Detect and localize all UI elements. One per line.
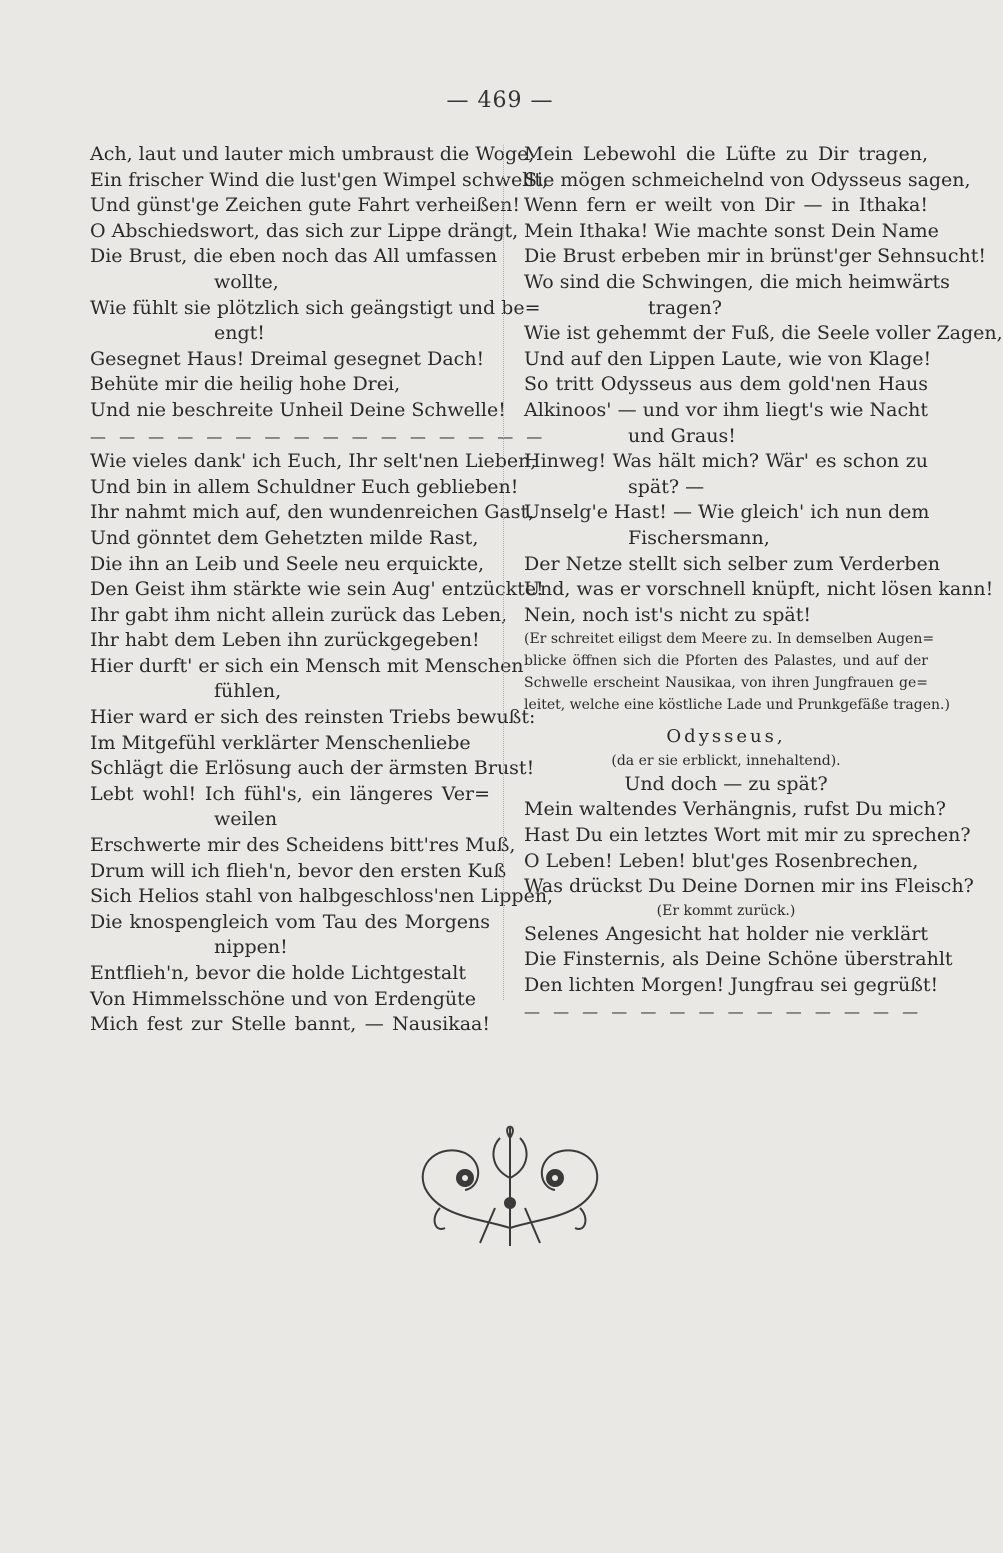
verse-line: Und auf den Lippen Laute, wie von Klage! — [524, 347, 932, 370]
verse-line: Den Geist ihm stärkte wie sein Aug' entzückte! — [90, 578, 544, 601]
verse-line: Hier ward er sich des reinsten Triebs bewußt: — [90, 706, 536, 729]
verse-line: nippen! — [214, 936, 288, 959]
verse-line: Gesegnet Haus! Dreimal gesegnet Dach! — [90, 347, 485, 370]
verse-line: spät? — — [628, 475, 705, 498]
verse-line: und Graus! — [628, 424, 736, 447]
verse-line: weilen — [214, 808, 278, 831]
verse-line: Und günst'ge Zeichen gute Fahrt verheißen! — [90, 194, 521, 217]
verse-line: Alkinoos' — und vor ihm liegt's wie Nacht — [524, 398, 928, 421]
stage-direction: Schwelle erscheint Nausikaa, von ihren Jungfrauen ge= — [524, 675, 928, 692]
floral-vignette-icon — [410, 1108, 610, 1248]
verse-line: Was drückst Du Deine Dornen mir ins Fleisch? — [524, 875, 974, 898]
verse-line: Die Brust erbeben mir in brünst'ger Sehnsucht! — [524, 245, 987, 268]
verse-line: Sie mögen schmeichelnd von Odysseus sagen, — [524, 168, 971, 191]
verse-line: Erschwerte mir des Scheidens bitt'res Muß, — [90, 834, 516, 857]
verse-line: engt! — [214, 322, 265, 345]
verse-line: Sich Helios stahl von halbgeschloss'nen Lippen, — [90, 885, 554, 908]
verse-line: Ihr nahmt mich auf, den wundenreichen Gast, — [90, 501, 535, 524]
verse-line: Ach, laut und lauter mich umbraust die Woge, — [90, 143, 535, 165]
verse-line: O Abschiedswort, das sich zur Lippe drängt, — [90, 219, 519, 242]
verse-line: Und gönntet dem Gehetzten milde Rast, — [90, 526, 479, 549]
verse-line: Die Brust, die eben noch das All umfassen — [90, 245, 498, 268]
verse-line: Mein waltendes Verhängnis, rufst Du mich? — [524, 798, 946, 821]
stage-direction: (Er schreitet eiligst dem Meere zu. In demselben Augen= — [524, 631, 935, 648]
verse-line: Wie vieles dank' ich Euch, Ihr selt'nen Lieben, — [90, 450, 537, 473]
verse-line: Und bin in allem Schuldner Euch geblieben! — [90, 475, 519, 498]
verse-line: Wie fühlt sie plötzlich sich geängstigt und be= — [90, 296, 541, 319]
verse-line: fühlen, — [214, 680, 282, 703]
verse-line: Und nie beschreite Unheil Deine Schwelle! — [90, 398, 506, 421]
dash-separator: — — — — — — — — — — — — — — — [524, 1001, 923, 1021]
dash-separator: — — — — — — — — — — — — — — — — — [90, 426, 547, 446]
verse-line: Mein Lebewohl die Lüfte zu Dir tragen, — [524, 143, 928, 165]
verse-line: Der Netze stellt sich selber zum Verderben — [524, 552, 940, 575]
verse-line: Ihr habt dem Leben ihn zurückgegeben! — [90, 629, 480, 652]
verse-line: Unselg'e Hast! — Wie gleich' ich nun dem — [524, 501, 930, 524]
verse-line: tragen? — [648, 296, 722, 319]
verse-line: Ein frischer Wind die lust'gen Wimpel schwellt, — [90, 168, 549, 191]
verse-line: Entflieh'n, bevor die holde Lichtgestalt — [90, 962, 466, 984]
verse-line: Mein Ithaka! Wie machte sonst Dein Name — [524, 219, 939, 242]
verse-line: Ihr gabt ihm nicht allein zurück das Leben, — [90, 603, 508, 626]
verse-line: O Leben! Leben! blut'ges Rosenbrechen, — [524, 849, 919, 872]
verse-line: Wo sind die Schwingen, die mich heimwärts — [524, 270, 950, 293]
stage-direction: leitet, welche eine köstliche Lade und Prunkgefäße tragen.) — [524, 697, 950, 714]
verse-line: Von Himmelsschöne und von Erdengüte — [90, 987, 477, 1010]
verse-line: Die ihn an Leib und Seele neu erquickte, — [90, 552, 485, 575]
verse-line: Mich fest zur Stelle bannt, — Nausikaa! — [90, 1013, 490, 1036]
verse-line: Und doch — zu spät? — [624, 772, 828, 795]
verse-line: Hier durft' er sich ein Mensch mit Menschen — [90, 654, 524, 677]
verse-line: Behüte mir die heilig hohe Drei, — [90, 373, 401, 396]
verse-line: Hast Du ein letztes Wort mit mir zu sprechen? — [524, 824, 971, 847]
verse-line: Die knospengleich vom Tau des Morgens — [90, 910, 490, 933]
stage-direction: blicke öffnen sich die Pforten des Palastes, und auf der — [524, 653, 928, 670]
verse-line: Drum will ich flieh'n, bevor den ersten Kuß — [90, 859, 507, 882]
verse-line: Selenes Angesicht hat holder nie verklärt — [524, 922, 928, 945]
speaker-name: Odysseus, — [666, 726, 786, 748]
right-column — [524, 142, 1003, 1024]
stage-direction: (Er kommt zurück.) — [656, 902, 796, 919]
verse-line: Den lichten Morgen! Jungfrau sei gegrüßt! — [524, 974, 939, 997]
verse-line: Fischersmann, — [628, 526, 770, 549]
verse-line: Lebt wohl! Ich fühl's, ein längeres Ver= — [90, 782, 490, 805]
verse-line: Wenn fern er weilt von Dir — in Ithaka! — [524, 194, 928, 217]
verse-line: Wie ist gehemmt der Fuß, die Seele voller Zagen, — [524, 322, 1003, 345]
verse-line: Im Mitgefühl verklärter Menschenliebe — [90, 731, 471, 754]
speaker-note: (da er sie erblickt, innehaltend). — [611, 752, 841, 769]
page-number: — 469 — — [446, 88, 554, 113]
verse-line: wollte, — [214, 270, 279, 293]
verse-line: So tritt Odysseus aus dem gold'nen Haus — [524, 373, 928, 396]
left-column — [90, 142, 554, 1038]
verse-line: Nein, noch ist's nicht zu spät! — [524, 603, 811, 626]
column-divider — [503, 145, 514, 1000]
verse-line: Hinweg! Was hält mich? Wär' es schon zu — [524, 450, 928, 473]
verse-line: Schlägt die Erlösung auch der ärmsten Brust! — [90, 757, 535, 780]
verse-line: Und, was er vorschnell knüpft, nicht lösen kann! — [524, 578, 994, 601]
verse-line: Die Finsternis, als Deine Schöne überstrahlt — [524, 948, 953, 971]
